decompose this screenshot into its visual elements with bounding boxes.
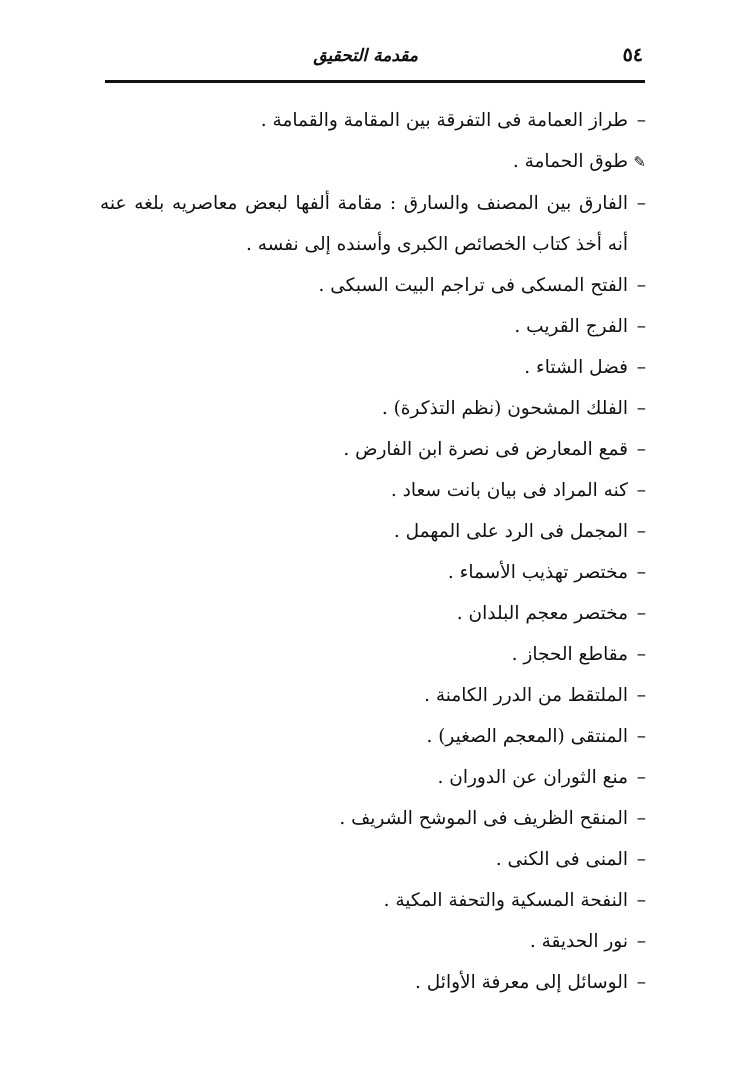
list-item-text: نور الحديقة . bbox=[529, 931, 628, 952]
list-item bbox=[100, 265, 646, 306]
list-item bbox=[100, 100, 646, 141]
list-item bbox=[100, 470, 646, 511]
list-item bbox=[100, 716, 646, 757]
list-item-text: مختصر تهذيب الأسماء . bbox=[447, 562, 628, 583]
list-item-text: الفلك المشحون (نظم التذكرة) . bbox=[381, 398, 628, 419]
dash-marker: – bbox=[636, 931, 646, 952]
dash-marker: – bbox=[636, 275, 646, 296]
page-header bbox=[105, 40, 643, 80]
list-item-text: المنقح الظريف فى الموشح الشريف . bbox=[339, 808, 628, 829]
dash-marker: – bbox=[636, 644, 646, 665]
list-item bbox=[100, 798, 646, 839]
list-item bbox=[100, 141, 646, 183]
dash-marker: – bbox=[636, 849, 646, 870]
dash-marker: – bbox=[636, 193, 646, 214]
list-item bbox=[100, 839, 646, 880]
list-item-text: كنه المراد فى بيان بانت سعاد . bbox=[390, 480, 628, 501]
dash-marker: – bbox=[636, 603, 646, 624]
list-item bbox=[100, 388, 646, 429]
dash-marker: – bbox=[636, 726, 646, 747]
list-item bbox=[100, 675, 646, 716]
dash-marker: – bbox=[636, 767, 646, 788]
list-item-text: مقاطع الحجاز . bbox=[511, 644, 628, 665]
dash-marker: – bbox=[636, 439, 646, 460]
list-item-text: مختصر معجم البلدان . bbox=[456, 603, 628, 624]
dash-marker: – bbox=[636, 357, 646, 378]
dash-marker: – bbox=[636, 316, 646, 337]
list-item-text: الفارق بين المصنف والسارق : مقامة ألفها لبعض معاصريه بلغه عنه أنه أخذ كتاب الخصائص الكبرى وأسنده إلى نفسه . bbox=[100, 193, 628, 255]
list-item bbox=[100, 552, 646, 593]
list-item-text: المنتقى (المعجم الصغير) . bbox=[426, 726, 628, 747]
dash-marker: – bbox=[636, 398, 646, 419]
list-item bbox=[100, 757, 646, 798]
book-title-list bbox=[100, 100, 646, 1003]
list-item-text: الملتقط من الدرر الكامنة . bbox=[424, 685, 628, 706]
page-number: ٥٤ bbox=[622, 44, 643, 66]
list-item bbox=[100, 183, 646, 265]
list-item-text: الفتح المسكى فى تراجم البيت السبكى . bbox=[318, 275, 628, 296]
dash-marker: – bbox=[636, 808, 646, 829]
list-item-text: المجمل فى الرد على المهمل . bbox=[393, 521, 628, 542]
dash-marker: – bbox=[636, 110, 646, 131]
list-item-text: الفرج القريب . bbox=[514, 316, 628, 337]
margin-mark-icon: ✎ bbox=[633, 153, 646, 171]
list-item-text: النفحة المسكية والتحفة المكية . bbox=[383, 890, 628, 911]
list-item-text: منع الثوران عن الدوران . bbox=[437, 767, 628, 788]
running-title: مقدمة التحقيق bbox=[313, 46, 418, 66]
list-item bbox=[100, 511, 646, 552]
dash-marker: – bbox=[636, 972, 646, 993]
list-item bbox=[100, 306, 646, 347]
list-item-text: طراز العمامة فى التفرقة بين المقامة والقمامة . bbox=[260, 110, 628, 131]
list-item bbox=[100, 880, 646, 921]
list-item-text: طوق الحمامة . bbox=[512, 151, 628, 172]
dash-marker: – bbox=[636, 480, 646, 501]
list-item bbox=[100, 347, 646, 388]
list-item-text: الوسائل إلى معرفة الأوائل . bbox=[415, 972, 628, 993]
dash-marker: – bbox=[636, 562, 646, 583]
dash-marker: – bbox=[636, 890, 646, 911]
list-item-text: قمع المعارض فى نصرة ابن الفارض . bbox=[343, 439, 628, 460]
list-item bbox=[100, 634, 646, 675]
header-rule bbox=[105, 80, 645, 83]
list-item bbox=[100, 593, 646, 634]
list-item bbox=[100, 962, 646, 1003]
list-item-text: المنى فى الكنى . bbox=[495, 849, 628, 870]
list-item-text: فضل الشتاء . bbox=[524, 357, 628, 378]
list-item bbox=[100, 921, 646, 962]
dash-marker: – bbox=[636, 521, 646, 542]
list-item bbox=[100, 429, 646, 470]
dash-marker: – bbox=[636, 685, 646, 706]
